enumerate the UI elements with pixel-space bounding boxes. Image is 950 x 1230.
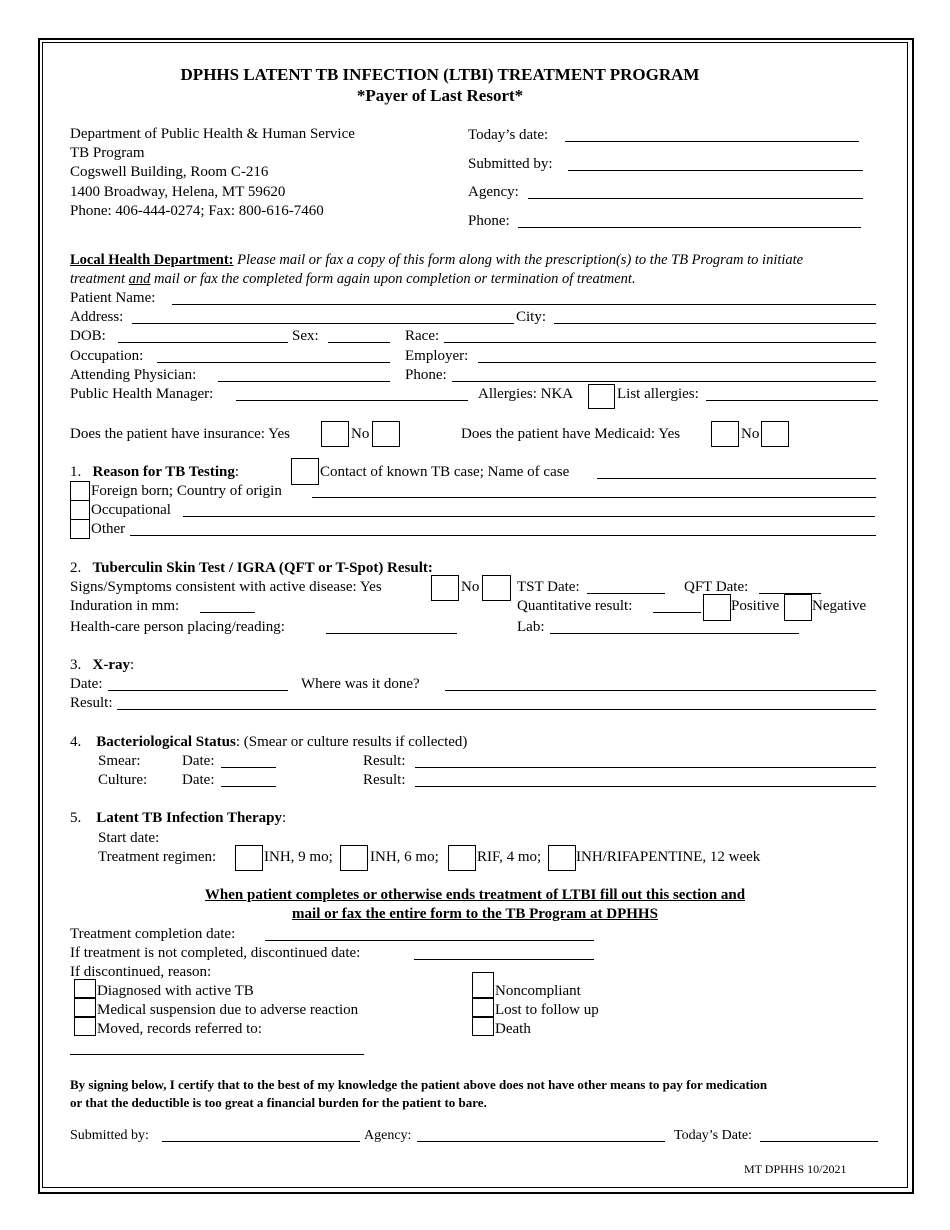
section-5-number: 5. [70, 810, 82, 826]
xray-where-field[interactable] [445, 690, 876, 691]
noncompliant-label: Noncompliant [495, 983, 581, 999]
inh-6mo-label: INH, 6 mo; [370, 849, 439, 865]
death-checkbox[interactable] [472, 1017, 494, 1036]
section-5-title: Latent TB Infection Therapy [96, 810, 282, 826]
instructions-text-2a: treatment [70, 271, 129, 287]
other-label: Other [91, 521, 126, 537]
sig-agency-label: Agency: [364, 1128, 412, 1143]
qft-date-label: QFT Date: [684, 579, 749, 595]
active-tb-checkbox[interactable] [74, 979, 96, 998]
inh-rifapentine-label [576, 848, 760, 866]
symptoms-no-checkbox[interactable] [482, 575, 511, 601]
instructions-and: and [128, 271, 151, 287]
sig-submitted-by-label: Submitted by: [70, 1128, 149, 1143]
city-label: City: [516, 309, 547, 325]
address-line-1: Department of Public Health & Human Service [70, 126, 355, 142]
certification-line-2: or that the deductible is too great a financial burden for the patient to bare. [70, 1095, 487, 1110]
rif-4mo-label: RIF, 4 mo; [477, 849, 542, 865]
contact-label: Contact of known TB case; Name of case [320, 464, 570, 480]
sig-agency-field[interactable] [417, 1141, 665, 1142]
nka-checkbox[interactable] [588, 384, 615, 409]
section-1-number: 1. [70, 464, 82, 480]
hcp-field[interactable] [326, 633, 457, 634]
section-4-heading [70, 733, 467, 751]
sex-label: Sex: [292, 328, 319, 344]
instructions-label: Local Health Department: [70, 252, 234, 268]
submitted-by-field[interactable] [568, 170, 863, 171]
medicaid-question: Does the patient have Medicaid: Yes [461, 426, 681, 442]
race-field[interactable] [444, 342, 876, 343]
section-2-heading [70, 559, 433, 577]
section-1-heading [70, 463, 239, 481]
xray-result-field[interactable] [117, 709, 876, 710]
city-field[interactable] [554, 323, 876, 324]
xray-where-label: Where was it done? [301, 676, 420, 692]
list-allergies-field[interactable] [706, 400, 878, 401]
positive-checkbox[interactable] [703, 594, 731, 621]
other-checkbox[interactable] [70, 519, 90, 539]
quant-result-label: Quantitative result: [517, 598, 633, 614]
medicaid-yes-checkbox[interactable] [711, 421, 739, 447]
certification-line-1: By signing below, I certify that to the best of my knowledge the patient above does not have other means to pay for medication [70, 1077, 768, 1092]
section-2-title: Tuberculin Skin Test / IGRA (QFT or T-Spot) Result: [92, 560, 433, 576]
completion-date-label: Treatment completion date: [70, 926, 236, 942]
lab-field[interactable] [550, 633, 799, 634]
death-label: Death [495, 1021, 531, 1037]
form-subtitle: *Payer of Last Resort* [356, 86, 524, 105]
smear-result-label: Result: [363, 753, 406, 769]
phone-field[interactable] [518, 227, 861, 228]
negative-label: Negative [812, 598, 867, 614]
section-3-colon: : [130, 657, 135, 673]
positive-label: Positive [731, 598, 780, 614]
moved-referred-field[interactable] [70, 1054, 364, 1055]
sex-field[interactable] [328, 342, 390, 343]
xray-date-label: Date: [70, 676, 103, 692]
todays-date-field[interactable] [565, 141, 859, 142]
section-3-title: X-ray [92, 657, 130, 673]
completion-heading-2: mail or fax the entire form to the TB Program at DPHHS [292, 906, 658, 922]
culture-label: Culture: [98, 772, 148, 788]
agency-label: Agency: [468, 184, 519, 200]
contact-checkbox[interactable] [291, 458, 319, 485]
other-field[interactable] [130, 535, 876, 536]
address-line-2: TB Program [70, 145, 145, 161]
completion-date-field[interactable] [265, 940, 594, 941]
address-label: Address: [70, 309, 124, 325]
physician-field[interactable] [218, 381, 390, 382]
signs-symptoms-label: Signs/Symptoms consistent with active disease: Yes [70, 579, 382, 595]
instructions-text-1: Please mail or fax a copy of this form along with the prescription(s) to the TB Program to initiate [233, 252, 804, 268]
list-allergies-label: List allergies: [617, 386, 699, 402]
medicaid-no-checkbox[interactable] [761, 421, 789, 447]
agency-field[interactable] [528, 198, 863, 199]
moved-checkbox[interactable] [74, 1017, 96, 1036]
smear-date-field[interactable] [221, 767, 276, 768]
smear-result-field[interactable] [415, 767, 876, 768]
dob-label: DOB: [70, 328, 106, 344]
tst-date-field[interactable] [587, 593, 665, 594]
address-line-3: Cogswell Building, Room C-216 [70, 164, 269, 180]
discontinued-reason-label: If discontinued, reason: [70, 964, 212, 980]
inh-6mo-checkbox[interactable] [340, 845, 368, 871]
inh-9mo-checkbox[interactable] [235, 845, 263, 871]
ph-manager-field[interactable] [236, 400, 468, 401]
form-title: DPHHS LATENT TB INFECTION (LTBI) TREATMENT PROGRAM [180, 65, 700, 84]
country-origin-field[interactable] [312, 497, 876, 498]
induration-field[interactable] [200, 612, 255, 613]
address-line-4: 1400 Broadway, Helena, MT 59620 [70, 184, 286, 200]
employer-label: Employer: [405, 348, 469, 364]
occupational-field[interactable] [183, 516, 875, 517]
occupation-label: Occupation: [70, 348, 144, 364]
symptoms-no-label: No [461, 579, 480, 595]
quant-result-field[interactable] [653, 612, 701, 613]
negative-checkbox[interactable] [784, 594, 812, 621]
regimen-label: Treatment regimen: [98, 849, 217, 865]
culture-result-field[interactable] [415, 786, 876, 787]
lab-label: Lab: [517, 619, 545, 635]
section-1-title: Reason for TB Testing [92, 464, 235, 480]
physician-label: Attending Physician: [70, 367, 197, 383]
contact-name-field[interactable] [597, 478, 876, 479]
form-code: MT DPHHS 10/2021 [744, 1162, 847, 1176]
patient-name-field[interactable] [172, 304, 876, 305]
dob-field[interactable] [118, 342, 288, 343]
insurance-yes-checkbox[interactable] [321, 421, 349, 447]
occupation-field[interactable] [157, 362, 390, 363]
culture-date-label: Date: [182, 772, 215, 788]
section-3-heading [70, 656, 134, 674]
section-3-number: 3. [70, 657, 82, 673]
instructions-line-2 [70, 270, 636, 288]
foreign-born-checkbox[interactable] [70, 481, 90, 501]
todays-date-label: Today’s date: [468, 127, 549, 143]
race-label: Race: [405, 328, 440, 344]
patient-phone-field[interactable] [452, 381, 876, 382]
section-4-title: Bacteriological Status [96, 734, 236, 750]
active-tb-label: Diagnosed with active TB [97, 983, 254, 999]
xray-result-label: Result: [70, 695, 113, 711]
section-1-colon: : [234, 464, 240, 480]
xray-date-field[interactable] [108, 690, 288, 691]
occupational-checkbox[interactable] [70, 500, 90, 520]
twelve-week-text: , 12 week [702, 849, 761, 865]
employer-field[interactable] [478, 362, 876, 363]
submitted-by-label: Submitted by: [468, 156, 553, 172]
section-4-number: 4. [70, 734, 82, 750]
moved-label: Moved, records referred to: [97, 1021, 262, 1037]
patient-name-label: Patient Name: [70, 290, 156, 306]
culture-date-field[interactable] [221, 786, 276, 787]
address-field[interactable] [132, 323, 514, 324]
section-5-heading [70, 809, 286, 827]
medical-suspension-label: Medical suspension due to adverse reaction [97, 1002, 359, 1018]
sig-todays-date-label: Today’s Date: [674, 1128, 752, 1143]
foreign-born-label: Foreign born; Country of origin [91, 483, 282, 499]
insurance-no-checkbox[interactable] [372, 421, 400, 447]
smear-label: Smear: [98, 753, 141, 769]
inh-rifapentine-text: INH/RIFAPENTINE [576, 849, 703, 865]
rif-4mo-checkbox[interactable] [448, 845, 476, 871]
induration-label: Induration in mm: [70, 598, 180, 614]
allergies-label: Allergies: NKA [478, 386, 574, 402]
insurance-question: Does the patient have insurance: Yes [70, 426, 290, 442]
symptoms-yes-checkbox[interactable] [431, 575, 459, 601]
address-line-5: Phone: 406-444-0274; Fax: 800-616-7460 [70, 203, 324, 219]
lost-follow-up-checkbox[interactable] [472, 998, 494, 1017]
discontinued-date-field[interactable] [414, 959, 594, 960]
discontinued-date-label: If treatment is not completed, discontinued date: [70, 945, 361, 961]
medicaid-no-label: No [741, 426, 760, 442]
instructions-line-1 [70, 251, 803, 269]
sig-todays-date-field[interactable] [760, 1141, 878, 1142]
insurance-no-label: No [351, 426, 370, 442]
sig-submitted-by-field[interactable] [162, 1141, 360, 1142]
noncompliant-checkbox[interactable] [472, 972, 494, 998]
ph-manager-label: Public Health Manager: [70, 386, 214, 402]
lost-follow-up-label: Lost to follow up [495, 1002, 599, 1018]
start-date-label: Start date: [98, 830, 160, 846]
inh-9mo-label: INH, 9 mo; [264, 849, 333, 865]
section-2-number: 2. [70, 560, 82, 576]
patient-phone-label: Phone: [405, 367, 447, 383]
culture-result-label: Result: [363, 772, 406, 788]
hcp-label: Health-care person placing/reading: [70, 619, 285, 635]
medical-suspension-checkbox[interactable] [74, 998, 96, 1017]
phone-label: Phone: [468, 213, 510, 229]
tst-date-label: TST Date: [517, 579, 580, 595]
section-4-note: : (Smear or culture results if collected) [235, 734, 468, 750]
completion-heading-1: When patient completes or otherwise ends treatment of LTBI fill out this section and [204, 887, 746, 903]
inh-rifapentine-checkbox[interactable] [548, 845, 576, 871]
occupational-label: Occupational [91, 502, 171, 518]
instructions-text-2b: mail or fax the completed form again upon completion or termination of treatment. [150, 271, 636, 287]
section-5-colon: : [281, 810, 287, 826]
smear-date-label: Date: [182, 753, 215, 769]
